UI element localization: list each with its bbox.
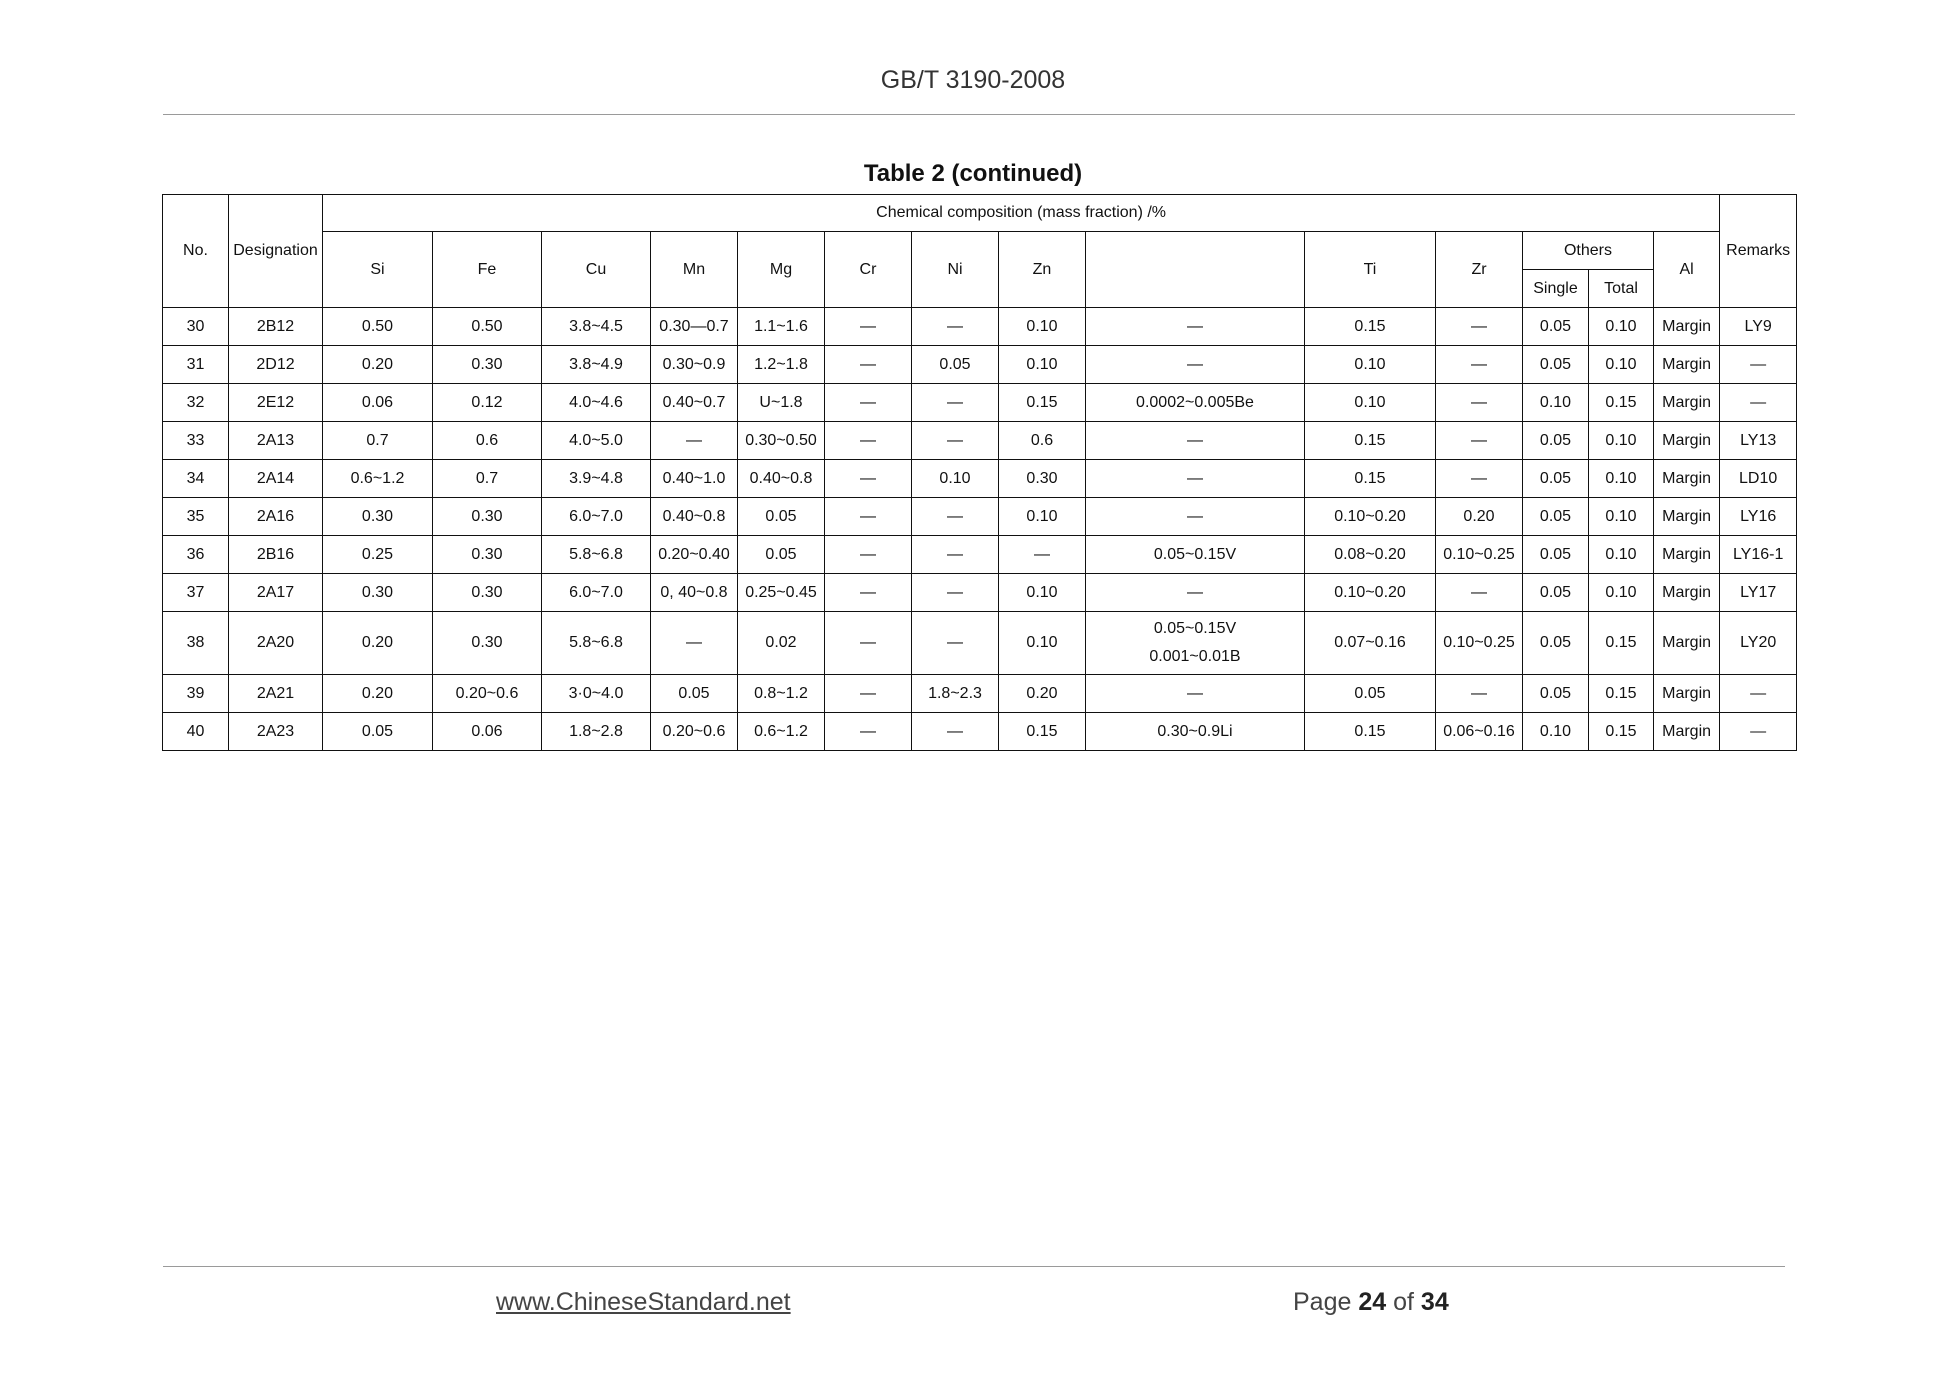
cell-zr: — [1436, 574, 1523, 612]
cell-extra: — [1086, 675, 1305, 713]
cell-total: 0.10 [1589, 460, 1654, 498]
cell-si: 0.7 [323, 422, 433, 460]
cell-cu: 5.8~6.8 [542, 612, 651, 675]
cell-ni: — [912, 308, 999, 346]
header-fe: Fe [433, 232, 542, 308]
header-total: Total [1589, 270, 1654, 308]
table-row [163, 422, 1797, 460]
cell-remarks: LY20 [1720, 612, 1797, 675]
cell-remarks: LY16-1 [1720, 536, 1797, 574]
cell-extra: — [1086, 308, 1305, 346]
cell-si: 0.06 [323, 384, 433, 422]
cell-no: 39 [163, 675, 229, 713]
cell-si: 0.05 [323, 713, 433, 751]
cell-zn: 0.10 [999, 498, 1086, 536]
cell-ti: 0.15 [1305, 713, 1436, 751]
cell-si: 0.6~1.2 [323, 460, 433, 498]
cell-fe: 0.30 [433, 574, 542, 612]
cell-mn: — [651, 422, 738, 460]
cell-fe: 0.50 [433, 308, 542, 346]
cell-extra: — [1086, 498, 1305, 536]
cell-ni: 1.8~2.3 [912, 675, 999, 713]
cell-al: Margin [1654, 536, 1720, 574]
header-zn: Zn [999, 232, 1086, 308]
cell-al: Margin [1654, 422, 1720, 460]
cell-mg: 0.40~0.8 [738, 460, 825, 498]
cell-al: Margin [1654, 308, 1720, 346]
cell-extra: 0.30~0.9Li [1086, 713, 1305, 751]
cell-zr: — [1436, 346, 1523, 384]
cell-mg: 0.05 [738, 498, 825, 536]
cell-zn: 0.15 [999, 713, 1086, 751]
cell-mn: 0.30—0.7 [651, 308, 738, 346]
cell-single: 0.05 [1523, 612, 1589, 675]
cell-single: 0.05 [1523, 308, 1589, 346]
cell-single: 0.05 [1523, 498, 1589, 536]
cell-cr: — [825, 308, 912, 346]
cell-zn: 0.10 [999, 574, 1086, 612]
cell-designation: 2D12 [229, 346, 323, 384]
cell-total: 0.15 [1589, 384, 1654, 422]
header-cu: Cu [542, 232, 651, 308]
cell-no: 33 [163, 422, 229, 460]
footer-site-link[interactable]: www.ChineseStandard.net [496, 1288, 791, 1316]
cell-ti: 0.10~0.20 [1305, 574, 1436, 612]
header-si: Si [323, 232, 433, 308]
cell-ti: 0.15 [1305, 422, 1436, 460]
cell-remarks: LY13 [1720, 422, 1797, 460]
cell-zr: 0.10~0.25 [1436, 612, 1523, 675]
cell-al: Margin [1654, 498, 1720, 536]
cell-zn: 0.20 [999, 675, 1086, 713]
cell-zr: 0.10~0.25 [1436, 536, 1523, 574]
table-row [163, 612, 1797, 675]
cell-no: 35 [163, 498, 229, 536]
table-row [163, 675, 1797, 713]
footer-page-number [1293, 1288, 1449, 1317]
page-prefix: Page [1293, 1288, 1352, 1316]
table-row [163, 574, 1797, 612]
table-row [163, 713, 1797, 751]
cell-cu: 3.8~4.5 [542, 308, 651, 346]
cell-designation: 2A16 [229, 498, 323, 536]
cell-si: 0.30 [323, 574, 433, 612]
cell-mn: 0.20~0.6 [651, 713, 738, 751]
page-current: 24 [1358, 1288, 1387, 1316]
cell-ti: 0.15 [1305, 308, 1436, 346]
cell-zn: 0.6 [999, 422, 1086, 460]
cell-ni: — [912, 422, 999, 460]
cell-designation: 2A13 [229, 422, 323, 460]
cell-cr: — [825, 675, 912, 713]
table-row [163, 308, 1797, 346]
cell-ni: 0.10 [912, 460, 999, 498]
cell-ti: 0.07~0.16 [1305, 612, 1436, 675]
page-of: of [1393, 1288, 1414, 1316]
cell-zr: — [1436, 422, 1523, 460]
header-al: Al [1654, 232, 1720, 308]
cell-extra: — [1086, 574, 1305, 612]
cell-mg: U~1.8 [738, 384, 825, 422]
cell-ti: 0.10 [1305, 346, 1436, 384]
cell-si: 0.20 [323, 612, 433, 675]
cell-zn: 0.10 [999, 612, 1086, 675]
cell-total: 0.10 [1589, 422, 1654, 460]
cell-designation: 2A23 [229, 713, 323, 751]
cell-al: Margin [1654, 460, 1720, 498]
header-cr: Cr [825, 232, 912, 308]
cell-remarks: LY17 [1720, 574, 1797, 612]
cell-mg: 0.05 [738, 536, 825, 574]
cell-mg: 0.25~0.45 [738, 574, 825, 612]
cell-fe: 0.6 [433, 422, 542, 460]
cell-extra [1086, 612, 1305, 675]
cell-remarks: — [1720, 675, 1797, 713]
cell-no: 30 [163, 308, 229, 346]
cell-extra: — [1086, 346, 1305, 384]
cell-extra-line: 0.05~0.15V [1153, 620, 1237, 637]
table-row [163, 498, 1797, 536]
cell-designation: 2B12 [229, 308, 323, 346]
header-ti: Ti [1305, 232, 1436, 308]
cell-si: 0.25 [323, 536, 433, 574]
cell-zr: 0.20 [1436, 498, 1523, 536]
cell-single: 0.10 [1523, 384, 1589, 422]
cell-cu: 6.0~7.0 [542, 498, 651, 536]
cell-cr: — [825, 612, 912, 675]
cell-mg: 0.8~1.2 [738, 675, 825, 713]
cell-extra: 0.0002~0.005Be [1086, 384, 1305, 422]
cell-zr: — [1436, 675, 1523, 713]
cell-total: 0.10 [1589, 574, 1654, 612]
cell-fe: 0.12 [433, 384, 542, 422]
cell-cr: — [825, 460, 912, 498]
cell-single: 0.05 [1523, 460, 1589, 498]
cell-single: 0.05 [1523, 675, 1589, 713]
cell-zr: 0.06~0.16 [1436, 713, 1523, 751]
table-row [163, 460, 1797, 498]
cell-cr: — [825, 498, 912, 536]
cell-zn: 0.10 [999, 346, 1086, 384]
cell-zn: 0.15 [999, 384, 1086, 422]
cell-ti: 0.05 [1305, 675, 1436, 713]
cell-cr: — [825, 346, 912, 384]
cell-remarks: LY16 [1720, 498, 1797, 536]
header-zr: Zr [1436, 232, 1523, 308]
cell-mg: 1.1~1.6 [738, 308, 825, 346]
cell-al: Margin [1654, 574, 1720, 612]
cell-remarks: LD10 [1720, 460, 1797, 498]
header-composition-group: Chemical composition (mass fraction) /% [323, 195, 1720, 232]
table-caption: Table 2 (continued) [863, 160, 1083, 187]
cell-mn: 0.40~0.7 [651, 384, 738, 422]
cell-fe: 0.30 [433, 498, 542, 536]
cell-cu: 4.0~5.0 [542, 422, 651, 460]
cell-ti: 0.08~0.20 [1305, 536, 1436, 574]
cell-cr: — [825, 713, 912, 751]
page-total: 34 [1420, 1288, 1449, 1316]
cell-si: 0.20 [323, 675, 433, 713]
cell-ni: 0.05 [912, 346, 999, 384]
cell-extra: — [1086, 422, 1305, 460]
cell-cu: 3.8~4.9 [542, 346, 651, 384]
header-designation: Designation [229, 195, 323, 308]
cell-al: Margin [1654, 612, 1720, 675]
cell-designation: 2A20 [229, 612, 323, 675]
cell-cr: — [825, 422, 912, 460]
cell-remarks: — [1720, 713, 1797, 751]
cell-cu: 4.0~4.6 [542, 384, 651, 422]
cell-no: 37 [163, 574, 229, 612]
cell-extra-line: 0.001~0.01B [1149, 648, 1241, 665]
cell-al: Margin [1654, 346, 1720, 384]
cell-cu: 1.8~2.8 [542, 713, 651, 751]
cell-no: 36 [163, 536, 229, 574]
header-extra [1086, 232, 1305, 308]
table-body [163, 308, 1797, 751]
cell-mn: 0.40~0.8 [651, 498, 738, 536]
cell-fe: 0.30 [433, 536, 542, 574]
cell-mn: 0, 40~0.8 [651, 574, 738, 612]
cell-al: Margin [1654, 675, 1720, 713]
header-ni: Ni [912, 232, 999, 308]
cell-fe: 0.20~0.6 [433, 675, 542, 713]
cell-si: 0.50 [323, 308, 433, 346]
cell-cr: — [825, 384, 912, 422]
cell-fe: 0.7 [433, 460, 542, 498]
cell-single: 0.05 [1523, 346, 1589, 384]
cell-designation: 2A17 [229, 574, 323, 612]
table-row [163, 346, 1797, 384]
cell-ni: — [912, 612, 999, 675]
cell-single: 0.05 [1523, 422, 1589, 460]
cell-ni: — [912, 498, 999, 536]
cell-designation: 2E12 [229, 384, 323, 422]
cell-ti: 0.10 [1305, 384, 1436, 422]
cell-total: 0.15 [1589, 675, 1654, 713]
cell-ni: — [912, 574, 999, 612]
cell-fe: 0.06 [433, 713, 542, 751]
header-divider [163, 114, 1795, 115]
cell-ni: — [912, 384, 999, 422]
cell-mn: 0.30~0.9 [651, 346, 738, 384]
cell-total: 0.15 [1589, 713, 1654, 751]
cell-no: 34 [163, 460, 229, 498]
cell-zr: — [1436, 460, 1523, 498]
cell-ti: 0.15 [1305, 460, 1436, 498]
cell-zn: — [999, 536, 1086, 574]
header-single: Single [1523, 270, 1589, 308]
cell-zn: 0.30 [999, 460, 1086, 498]
footer-divider [163, 1266, 1785, 1267]
cell-cu: 3·0~4.0 [542, 675, 651, 713]
cell-mg: 0.6~1.2 [738, 713, 825, 751]
cell-zr: — [1436, 308, 1523, 346]
cell-remarks: — [1720, 384, 1797, 422]
cell-remarks: LY9 [1720, 308, 1797, 346]
header-remarks: Remarks [1720, 195, 1797, 308]
cell-total: 0.10 [1589, 308, 1654, 346]
cell-al: Margin [1654, 384, 1720, 422]
header-others: Others [1523, 232, 1654, 270]
cell-single: 0.10 [1523, 713, 1589, 751]
cell-no: 31 [163, 346, 229, 384]
cell-cr: — [825, 536, 912, 574]
cell-mg: 0.30~0.50 [738, 422, 825, 460]
cell-cu: 5.8~6.8 [542, 536, 651, 574]
cell-designation: 2A21 [229, 675, 323, 713]
cell-single: 0.05 [1523, 574, 1589, 612]
table-row [163, 384, 1797, 422]
cell-si: 0.20 [323, 346, 433, 384]
cell-total: 0.10 [1589, 346, 1654, 384]
cell-mn: 0.20~0.40 [651, 536, 738, 574]
cell-fe: 0.30 [433, 612, 542, 675]
table-row [163, 536, 1797, 574]
cell-extra: — [1086, 460, 1305, 498]
cell-cu: 3.9~4.8 [542, 460, 651, 498]
composition-table [162, 194, 1797, 751]
cell-designation: 2A14 [229, 460, 323, 498]
cell-extra: 0.05~0.15V [1086, 536, 1305, 574]
cell-mn: 0.40~1.0 [651, 460, 738, 498]
header-mg: Mg [738, 232, 825, 308]
cell-single: 0.05 [1523, 536, 1589, 574]
cell-mg: 0.02 [738, 612, 825, 675]
cell-total: 0.10 [1589, 498, 1654, 536]
cell-total: 0.10 [1589, 536, 1654, 574]
cell-cu: 6.0~7.0 [542, 574, 651, 612]
cell-fe: 0.30 [433, 346, 542, 384]
header-no: No. [163, 195, 229, 308]
header-mn: Mn [651, 232, 738, 308]
cell-cr: — [825, 574, 912, 612]
cell-al: Margin [1654, 713, 1720, 751]
cell-mn: — [651, 612, 738, 675]
standard-code: GB/T 3190-2008 [880, 66, 1066, 94]
cell-ni: — [912, 713, 999, 751]
cell-si: 0.30 [323, 498, 433, 536]
cell-designation: 2B16 [229, 536, 323, 574]
cell-no: 40 [163, 713, 229, 751]
cell-mg: 1.2~1.8 [738, 346, 825, 384]
cell-mn: 0.05 [651, 675, 738, 713]
cell-no: 38 [163, 612, 229, 675]
cell-ni: — [912, 536, 999, 574]
cell-zn: 0.10 [999, 308, 1086, 346]
cell-ti: 0.10~0.20 [1305, 498, 1436, 536]
cell-zr: — [1436, 384, 1523, 422]
cell-no: 32 [163, 384, 229, 422]
cell-total: 0.15 [1589, 612, 1654, 675]
cell-remarks: — [1720, 346, 1797, 384]
